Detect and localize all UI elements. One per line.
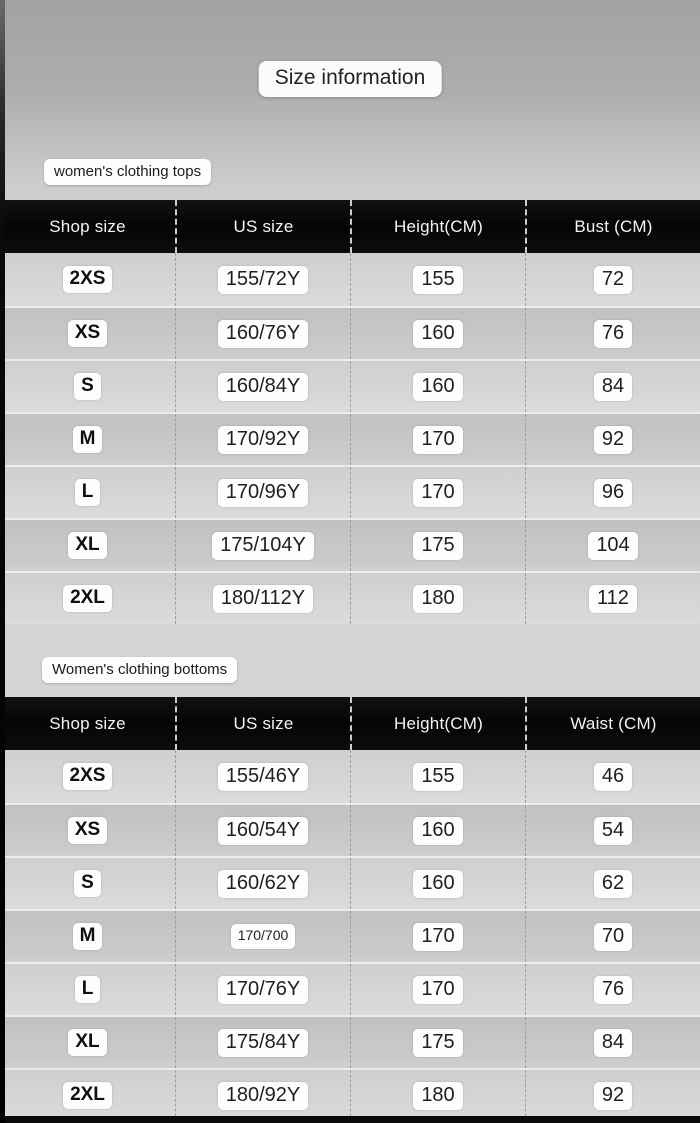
value-chip: 46 <box>594 763 632 791</box>
value-chip: 72 <box>594 266 632 294</box>
value-chip: 170/96Y <box>218 479 309 507</box>
size-row-xl <box>0 518 700 571</box>
value-chip: 62 <box>594 870 632 898</box>
size-row-2xl <box>0 1068 700 1121</box>
shop-size-chip: XL <box>68 532 106 559</box>
table-cell <box>525 911 700 962</box>
bottom-edge-border <box>0 1116 700 1123</box>
column-header: Bust (CM) <box>525 200 700 253</box>
table-cell <box>175 1070 350 1121</box>
table-cell <box>175 1017 350 1068</box>
table-cell <box>0 858 175 909</box>
section-label-bottoms: Women's clothing bottoms <box>42 657 237 683</box>
shop-size-chip: 2XS <box>63 763 113 790</box>
table-cell <box>525 361 700 412</box>
size-row-s <box>0 856 700 909</box>
table-cell <box>350 911 525 962</box>
value-chip: 54 <box>594 817 632 845</box>
size-row-m <box>0 909 700 962</box>
left-edge-border <box>0 0 5 1123</box>
column-header: Shop size <box>49 216 126 236</box>
value-chip: 160/54Y <box>218 817 309 845</box>
table-cell <box>525 1017 700 1068</box>
value-chip: 170 <box>413 923 462 951</box>
table-cell <box>350 520 525 571</box>
table-cell <box>175 964 350 1015</box>
value-chip: 170 <box>413 976 462 1004</box>
table-cell <box>525 414 700 465</box>
table-header-row <box>0 200 700 253</box>
column-header: US size <box>175 200 350 253</box>
value-chip: 92 <box>594 1082 632 1110</box>
table-cell <box>0 1017 175 1068</box>
value-chip: 96 <box>594 479 632 507</box>
table-cell <box>175 858 350 909</box>
table-cell <box>350 573 525 624</box>
table-cell <box>175 467 350 518</box>
table-cell <box>0 750 175 803</box>
shop-size-chip: M <box>73 923 103 950</box>
table-cell <box>0 253 175 306</box>
size-row-xl <box>0 1015 700 1068</box>
value-chip: 170/700 <box>231 924 296 949</box>
value-chip: 104 <box>588 532 637 560</box>
size-row-xs <box>0 306 700 359</box>
size-row-m <box>0 412 700 465</box>
table-cell <box>525 467 700 518</box>
table-cell <box>350 253 525 306</box>
value-chip: 170 <box>413 479 462 507</box>
value-chip: 170/92Y <box>218 426 309 454</box>
table-cell <box>175 520 350 571</box>
shop-size-chip: M <box>73 426 103 453</box>
table-cell <box>175 361 350 412</box>
table-cell <box>525 1070 700 1121</box>
table-cell <box>0 467 175 518</box>
section-label-tops: women's clothing tops <box>44 159 211 185</box>
table-cell <box>0 573 175 624</box>
value-chip: 160/76Y <box>218 320 309 348</box>
shop-size-chip: XL <box>68 1029 106 1056</box>
table-cell <box>525 964 700 1015</box>
table-cell <box>0 805 175 856</box>
shop-size-chip: 2XL <box>63 585 112 612</box>
value-chip: 112 <box>589 585 637 613</box>
value-chip: 160 <box>413 373 462 401</box>
value-chip: 175/104Y <box>212 532 314 560</box>
table-cell <box>175 414 350 465</box>
shop-size-chip: XS <box>68 817 107 844</box>
table-cell <box>0 1070 175 1121</box>
value-chip: 160 <box>413 870 462 898</box>
column-header: US size <box>175 697 350 750</box>
value-chip: 76 <box>594 320 632 348</box>
value-chip: 175 <box>413 1029 462 1057</box>
value-chip: 175 <box>413 532 462 560</box>
table-cell <box>350 1070 525 1121</box>
table-cell <box>0 308 175 359</box>
value-chip: 170/76Y <box>218 976 309 1004</box>
page-title: Size information <box>259 61 442 97</box>
table-cell <box>0 414 175 465</box>
value-chip: 160 <box>413 817 462 845</box>
table-cell <box>175 911 350 962</box>
size-row-xs <box>0 803 700 856</box>
column-header: Shop size <box>49 713 126 733</box>
size-row-s <box>0 359 700 412</box>
size-row-2xs <box>0 750 700 803</box>
table-cell <box>525 253 700 306</box>
value-chip: 180/112Y <box>213 585 313 613</box>
column-header: Waist (CM) <box>525 697 700 750</box>
value-chip: 160/62Y <box>218 870 309 898</box>
table-cell <box>350 858 525 909</box>
bottoms-size-table <box>0 697 700 1121</box>
column-header: Height(CM) <box>350 200 525 253</box>
table-cell <box>350 1017 525 1068</box>
value-chip: 92 <box>594 426 632 454</box>
table-cell <box>525 308 700 359</box>
size-row-2xl <box>0 571 700 624</box>
value-chip: 76 <box>594 976 632 1004</box>
value-chip: 160 <box>413 320 462 348</box>
value-chip: 84 <box>594 1029 632 1057</box>
table-cell <box>525 858 700 909</box>
table-cell <box>0 520 175 571</box>
table-cell <box>350 805 525 856</box>
table-cell <box>0 361 175 412</box>
table-cell <box>350 361 525 412</box>
table-cell <box>350 308 525 359</box>
value-chip: 155 <box>413 763 462 791</box>
value-chip: 155 <box>413 266 462 294</box>
table-cell <box>175 573 350 624</box>
table-cell <box>175 253 350 306</box>
table-cell <box>175 805 350 856</box>
table-cell <box>525 750 700 803</box>
value-chip: 70 <box>594 923 632 951</box>
table-cell <box>350 414 525 465</box>
value-chip: 160/84Y <box>218 373 309 401</box>
shop-size-chip: XS <box>68 320 107 347</box>
table-cell <box>175 750 350 803</box>
size-row-l <box>0 465 700 518</box>
table-cell <box>0 964 175 1015</box>
table-cell <box>350 964 525 1015</box>
column-header: Height(CM) <box>350 697 525 750</box>
table-header-row <box>0 697 700 750</box>
table-cell <box>175 308 350 359</box>
size-row-l <box>0 962 700 1015</box>
value-chip: 180 <box>413 1082 462 1110</box>
shop-size-chip: 2XL <box>63 1082 112 1109</box>
table-cell <box>525 805 700 856</box>
value-chip: 180 <box>413 585 462 613</box>
shop-size-chip: 2XS <box>63 266 113 293</box>
value-chip: 170 <box>413 426 462 454</box>
size-row-2xs <box>0 253 700 306</box>
value-chip: 180/92Y <box>218 1082 309 1110</box>
value-chip: 155/46Y <box>218 763 309 791</box>
shop-size-chip: S <box>74 870 101 897</box>
table-cell <box>350 467 525 518</box>
shop-size-chip: L <box>75 976 101 1003</box>
value-chip: 84 <box>594 373 632 401</box>
shop-size-chip: L <box>75 479 101 506</box>
value-chip: 175/84Y <box>218 1029 309 1057</box>
table-cell <box>525 573 700 624</box>
tops-size-table <box>0 200 700 624</box>
shop-size-chip: S <box>74 373 101 400</box>
value-chip: 155/72Y <box>218 266 309 294</box>
table-cell <box>350 750 525 803</box>
table-cell <box>525 520 700 571</box>
table-cell <box>0 911 175 962</box>
